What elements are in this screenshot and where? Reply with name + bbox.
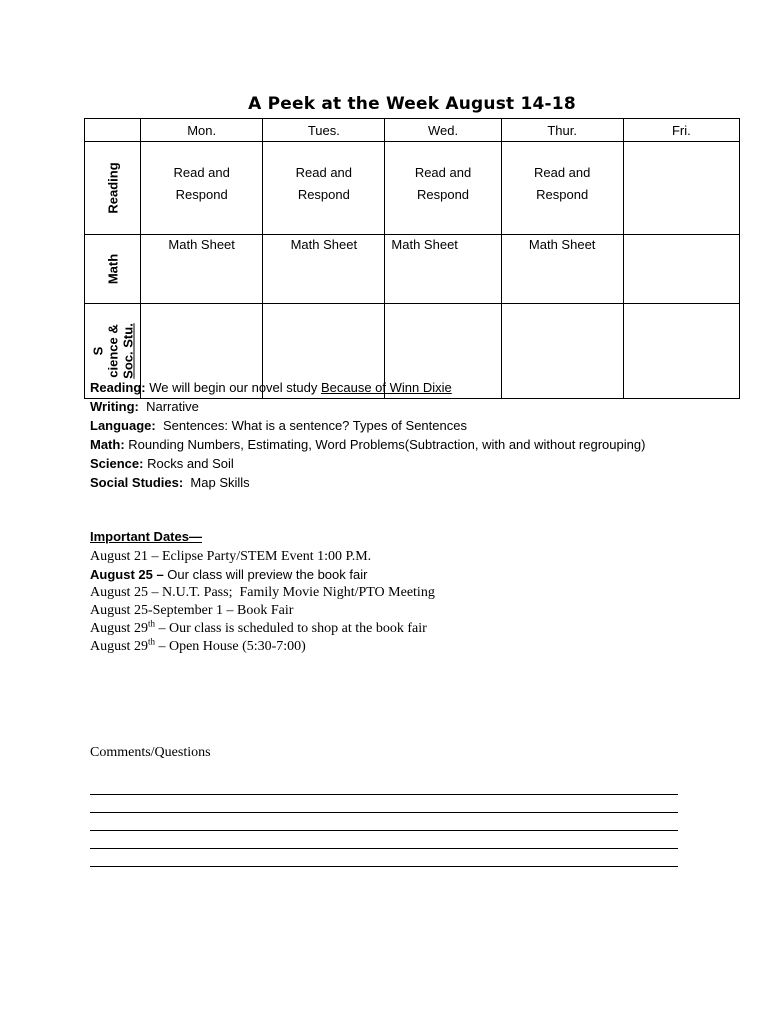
date-item-text: – Our class is scheduled to shop at the book fair	[154, 621, 427, 636]
comment-line	[90, 813, 678, 831]
row-label-science-line3: Soc. Stu.	[120, 323, 136, 379]
day-header-tues: Tues.	[263, 119, 385, 142]
math-fri-cell	[623, 235, 739, 304]
reading-thur-line1: Read and	[533, 165, 591, 180]
page-title: A Peek at the Week August 14-18	[248, 94, 576, 114]
subject-writing-label: Writing:	[90, 399, 139, 414]
subject-science-text: Rocks and Soil	[143, 456, 234, 471]
date-item-date: August 25-September 1 –	[90, 603, 237, 618]
novel-title: Because of Winn Dixie	[320, 380, 452, 395]
reading-mon-line1: Read and	[173, 165, 230, 180]
row-label-math-cell	[85, 235, 141, 304]
date-item-date: August 25 –	[90, 585, 162, 600]
math-thur-cell: Math Sheet	[501, 235, 623, 304]
subject-language-text: Sentences: What is a sentence? Types of Sentences	[155, 418, 467, 433]
date-item	[90, 620, 730, 638]
header-corner-cell	[85, 119, 141, 142]
date-item-text: Book Fair	[236, 603, 294, 618]
reading-mon-line2: Respond	[175, 187, 228, 202]
date-item	[90, 602, 730, 620]
date-item-text: – Open House (5:30-7:00)	[154, 639, 306, 654]
reading-fri-cell	[623, 142, 739, 235]
reading-mon-cell	[141, 142, 263, 235]
important-dates-heading: Important Dates—	[90, 529, 202, 544]
subject-math	[90, 435, 730, 454]
row-label-reading: Reading	[105, 162, 121, 214]
table-header-row	[85, 119, 740, 142]
date-item	[90, 638, 730, 656]
date-item	[90, 548, 730, 566]
subject-reading-text: We will begin our novel study	[145, 380, 321, 395]
day-header-wed: Wed.	[385, 119, 501, 142]
subject-reading-label: Reading:	[90, 380, 146, 395]
reading-wed-line1: Read and	[414, 165, 472, 180]
subject-social-label: Social Studies:	[90, 475, 184, 490]
date-item-date: August 29	[90, 639, 148, 654]
comment-line	[90, 795, 678, 813]
date-item-date: August 29	[90, 621, 148, 636]
date-item-date: August 25 –	[90, 567, 168, 582]
math-tues-cell: Math Sheet	[263, 235, 385, 304]
date-item	[90, 566, 730, 584]
date-item	[90, 584, 730, 602]
subject-writing-text: Narrative	[138, 399, 199, 414]
table-row-reading	[85, 142, 740, 235]
date-item-sup: th	[147, 636, 155, 647]
reading-tues-line1: Read and	[295, 165, 353, 180]
subject-reading	[90, 378, 730, 397]
table-row-math	[85, 235, 740, 304]
row-label-science-line2: cience &	[105, 324, 121, 378]
day-header-fri: Fri.	[623, 119, 739, 142]
subject-math-label: Math:	[90, 437, 125, 452]
day-header-mon: Mon.	[141, 119, 263, 142]
subject-social-text: Map Skills	[183, 475, 250, 490]
subject-language	[90, 416, 730, 435]
day-header-thur: Thur.	[501, 119, 623, 142]
reading-wed-cell	[385, 142, 501, 235]
subject-math-text: Rounding Numbers, Estimating, Word Problems(Subtraction, with and without regrouping)	[124, 437, 646, 452]
comment-lines	[90, 777, 678, 867]
math-wed-cell: Math Sheet	[385, 235, 501, 304]
math-mon-cell: Math Sheet	[141, 235, 263, 304]
date-item-date: August 21 –	[90, 549, 162, 564]
reading-thur-line2: Respond	[536, 187, 589, 202]
comment-line	[90, 777, 678, 795]
subject-language-label: Language:	[90, 418, 156, 433]
reading-tues-line2: Respond	[297, 187, 350, 202]
row-label-math: Math	[105, 253, 121, 285]
date-item-text: Eclipse Party/STEM Event 1:00 P.M.	[161, 549, 372, 564]
reading-thur-cell	[501, 142, 623, 235]
subject-writing	[90, 397, 730, 416]
reading-wed-line2: Respond	[416, 187, 470, 202]
row-label-science-line1: S	[90, 346, 106, 356]
subject-social-studies	[90, 473, 730, 492]
comments-label: Comments/Questions	[90, 745, 211, 760]
reading-tues-cell	[263, 142, 385, 235]
important-dates-list	[90, 548, 730, 656]
comment-line	[90, 831, 678, 849]
subject-science	[90, 454, 730, 473]
date-item-sup: th	[147, 618, 155, 629]
date-item-text: Our class will preview the book fair	[167, 567, 368, 582]
row-label-science	[90, 323, 135, 379]
comment-line	[90, 849, 678, 867]
subject-science-label: Science:	[90, 456, 144, 471]
weekly-schedule-table	[84, 118, 740, 399]
date-item-text: N.U.T. Pass; Family Movie Night/PTO Meeting	[161, 585, 435, 600]
subjects-summary	[90, 378, 730, 492]
row-label-reading-cell	[85, 142, 141, 235]
